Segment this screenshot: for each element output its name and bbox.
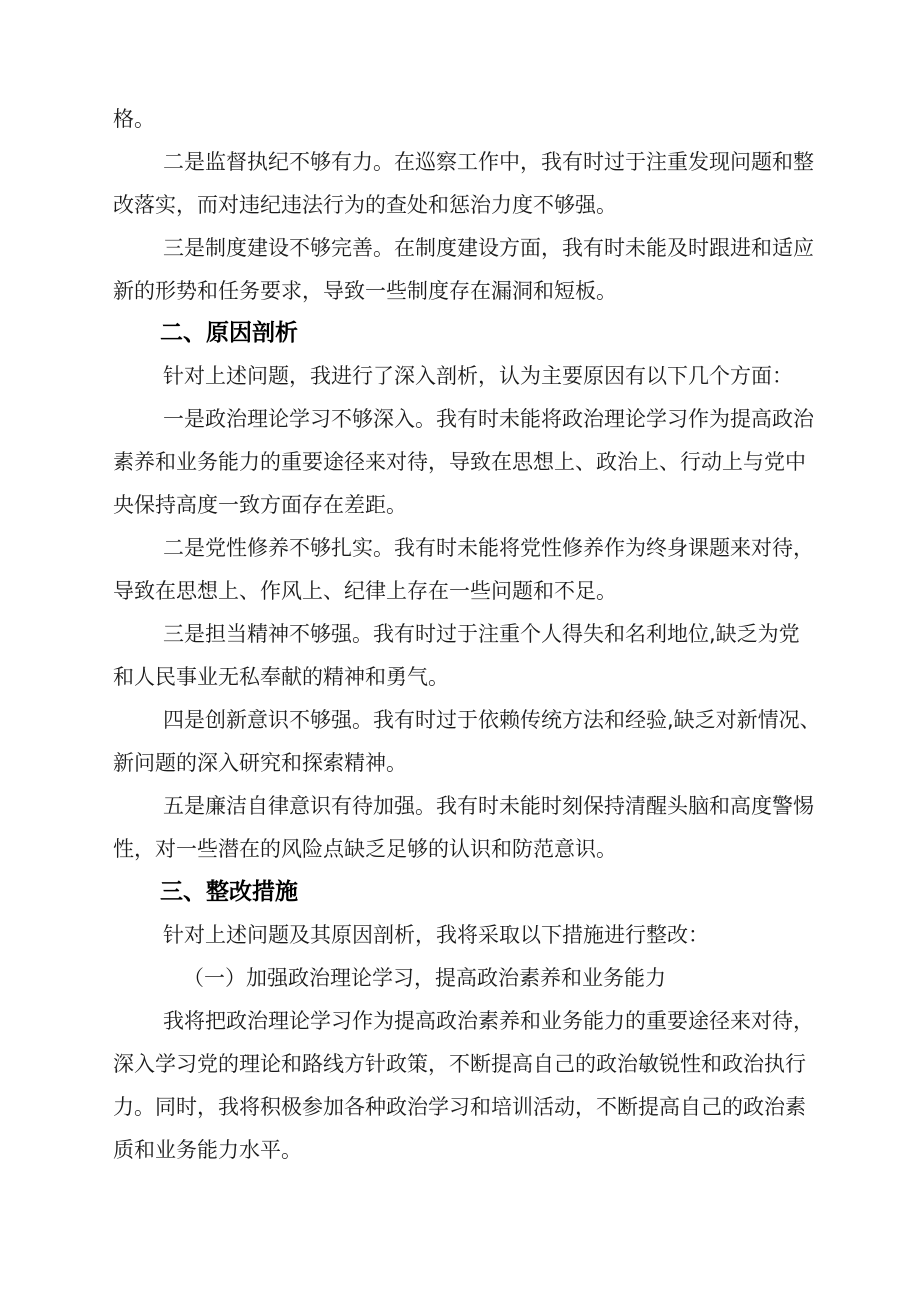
- paragraph-line: 格。: [113, 107, 155, 131]
- paragraph-line: 一是政治理论学习不够深入。我有时未能将政治理论学习作为提高政治: [163, 407, 814, 431]
- paragraph-line: 新问题的深入研究和探索精神。: [113, 751, 407, 775]
- paragraph-line: 针对上述问题，我进行了深入剖析，认为主要原因有以下几个方面：: [163, 364, 793, 388]
- section-heading: 三、整改措施: [160, 879, 298, 905]
- paragraph-line: 改落实，而对违纪违法行为的查处和惩治力度不够强。: [113, 193, 617, 217]
- paragraph-line: 针对上述问题及其原因剖析，我将采取以下措施进行整改：: [163, 923, 709, 947]
- paragraph-line: 和人民事业无私奉献的精神和勇气。: [113, 665, 449, 689]
- paragraph-line: 性，对一些潜在的风险点缺乏足够的认识和防范意识。: [113, 837, 617, 861]
- paragraph-line: 质和业务能力水平。: [113, 1138, 302, 1162]
- paragraph-line: 导致在思想上、作风上、纪律上存在一些问题和不足。: [113, 579, 617, 603]
- paragraph-line: 我将把政治理论学习作为提高政治素养和业务能力的重要途径来对待，: [163, 1009, 814, 1033]
- paragraph-line: 央保持高度一致方面存在差距。: [113, 493, 407, 517]
- paragraph-line: 深入学习党的理论和路线方针政策，不断提高自己的政治敏锐性和政治执行: [113, 1052, 806, 1076]
- paragraph-line: 素养和业务能力的重要途径来对待，导致在思想上、政治上、行动上与党中: [113, 450, 806, 474]
- paragraph-line: 五是廉洁自律意识有待加强。我有时未能时刻保持清醒头脑和高度警惕: [163, 794, 814, 818]
- paragraph-line: 新的形势和任务要求，导致一些制度存在漏洞和短板。: [113, 279, 617, 303]
- paragraph-line: 三是担当精神不够强。我有时过于注重个人得失和名利地位,缺乏为党: [163, 622, 800, 646]
- subsection-heading: （一）加强政治理论学习，提高政治素养和业务能力: [183, 966, 666, 990]
- paragraph-line: 三是制度建设不够完善。在制度建设方面，我有时未能及时跟进和适应: [163, 236, 814, 260]
- paragraph-line: 力。同时，我将积极参加各种政治学习和培训活动，不断提高自己的政治素: [113, 1095, 806, 1119]
- paragraph-line: 四是创新意识不够强。我有时过于依赖传统方法和经验,缺乏对新情况、: [163, 708, 821, 732]
- section-heading: 二、原因剖析: [160, 320, 298, 346]
- paragraph-line: 二是监督执纪不够有力。在巡察工作中，我有时过于注重发现问题和整: [163, 150, 814, 174]
- paragraph-line: 二是党性修养不够扎实。我有时未能将党性修养作为终身课题来对待，: [163, 536, 814, 560]
